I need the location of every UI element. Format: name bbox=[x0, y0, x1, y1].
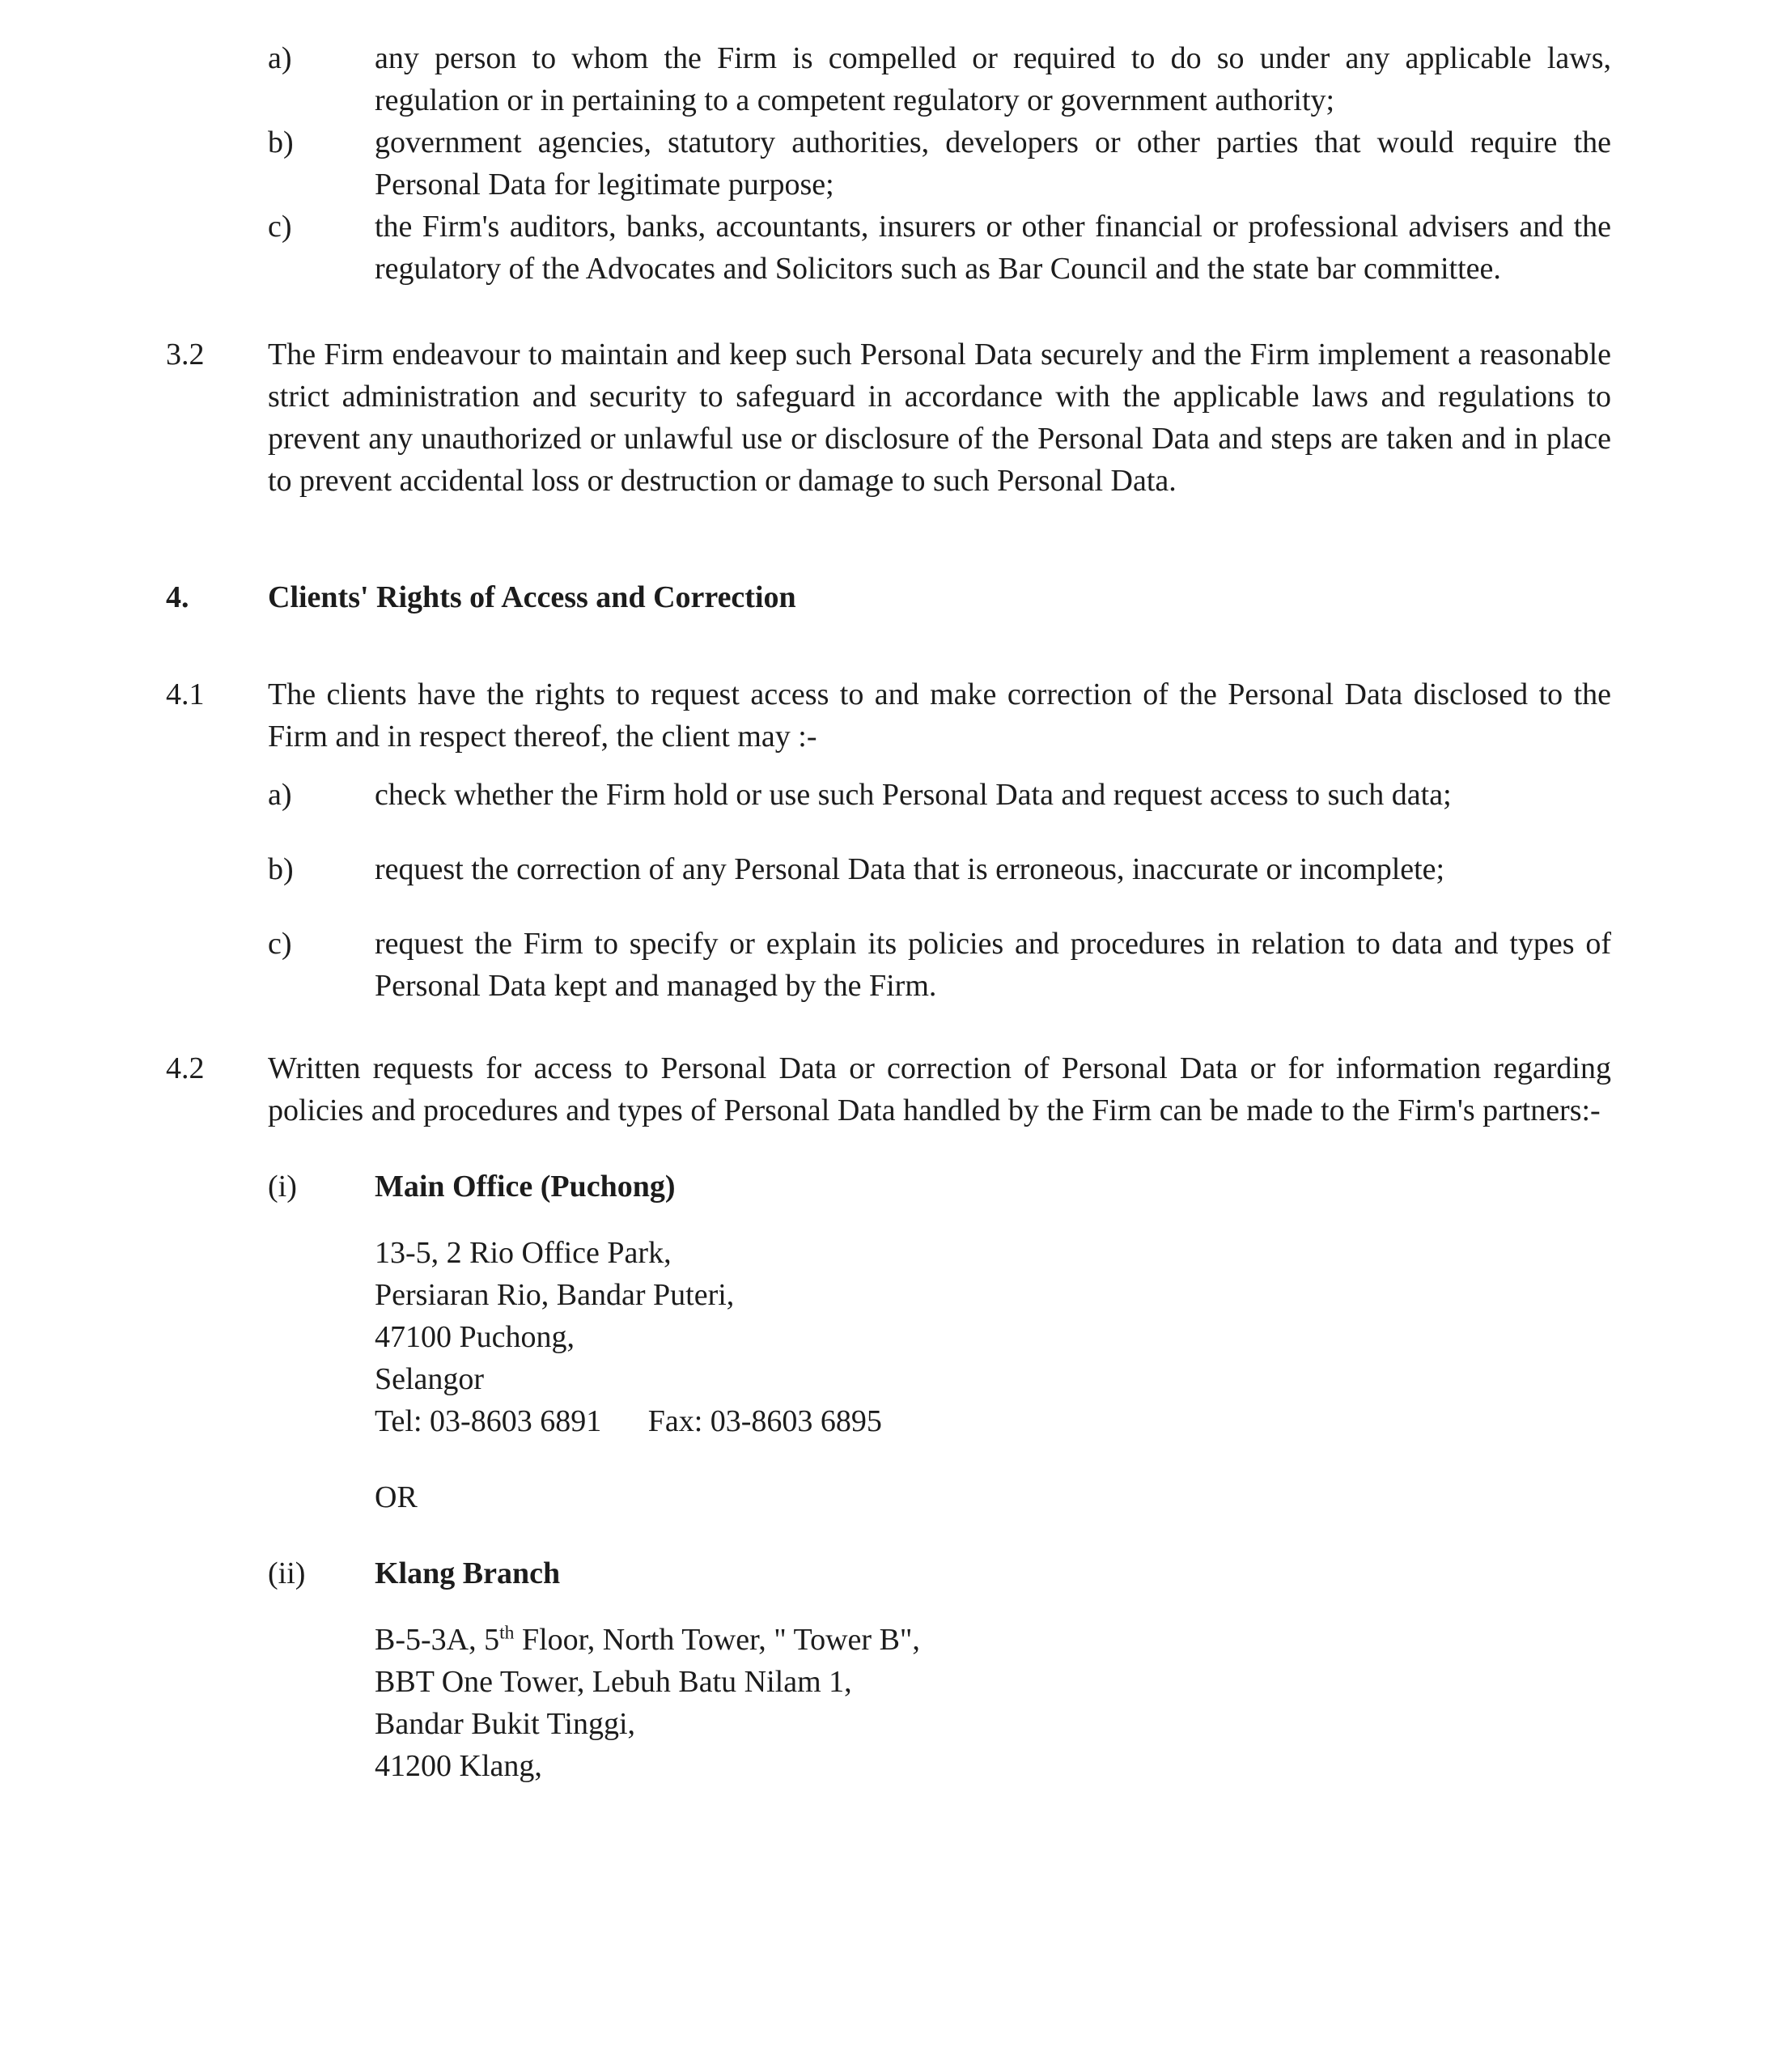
ordinal-superscript: th bbox=[499, 1622, 515, 1644]
address-line: BBT One Tower, Lebuh Batu Nilam 1, bbox=[375, 1665, 852, 1699]
office-klang-address bbox=[375, 1619, 1611, 1787]
or-text: OR bbox=[375, 1480, 418, 1514]
address-line-suffix: Floor, North Tower, " Tower B", bbox=[514, 1623, 920, 1657]
clause-text: Written requests for access to Personal Data or correction of Personal Data or for information regarding policies and procedures and types of Personal Data handled by the Firm can be made to the Firm's partners:- bbox=[268, 1051, 1611, 1127]
list-item-b bbox=[268, 121, 1611, 206]
clause-number: 4.2 bbox=[166, 1051, 205, 1085]
list-item-text: check whether the Firm hold or use such Personal Data and request access to such data; bbox=[375, 778, 1452, 812]
address-line-with-superscript bbox=[375, 1619, 1611, 1661]
list-item-label: a) bbox=[268, 778, 292, 812]
fax-number: Fax: 03-8603 6895 bbox=[647, 1404, 882, 1438]
office-roman-label: (ii) bbox=[268, 1556, 306, 1590]
clause-3-2 bbox=[166, 333, 1611, 502]
sub-item-b bbox=[268, 848, 1611, 890]
address-line-prefix: B-5-3A, 5 bbox=[375, 1623, 500, 1657]
list-item-text: request the correction of any Personal Data that is erroneous, inaccurate or incomplete; bbox=[375, 852, 1445, 886]
list-item-text: the Firm's auditors, banks, accountants, insurers or other financial or professional advisers and the regulatory of the Advocates and Solicitors such as Bar Council and the state bar committee. bbox=[375, 210, 1611, 286]
clause-4-1 bbox=[166, 673, 1611, 758]
section-title: Clients' Rights of Access and Correction bbox=[268, 580, 796, 614]
list-item-text: any person to whom the Firm is compelled or required to do so under any applicable laws, regulation or in pertaining to a competent regulatory or government authority; bbox=[375, 41, 1611, 117]
office-main-heading: Main Office (Puchong) bbox=[375, 1170, 676, 1204]
address-line: Bandar Bukit Tinggi, bbox=[375, 1707, 635, 1741]
or-separator bbox=[375, 1476, 1611, 1518]
address-line: Selangor bbox=[375, 1362, 485, 1396]
office-main-address bbox=[375, 1232, 1611, 1442]
clause-number: 4.1 bbox=[166, 677, 205, 711]
clause-4-2 bbox=[166, 1047, 1611, 1132]
office-roman-label: (i) bbox=[268, 1170, 297, 1204]
list-item-label: a) bbox=[268, 41, 292, 75]
list-item-text: government agencies, statutory authorities, developers or other parties that would require the Personal Data for legitimate purpose; bbox=[375, 125, 1611, 202]
list-item-c bbox=[268, 206, 1611, 290]
address-line: 41200 Klang, bbox=[375, 1749, 542, 1783]
office-main-heading-row bbox=[268, 1166, 1611, 1208]
list-item-label: b) bbox=[268, 852, 294, 886]
tel-number: Tel: 03-8603 6891 bbox=[375, 1404, 602, 1438]
office-klang-heading-row bbox=[268, 1552, 1611, 1594]
list-item-label: b) bbox=[268, 125, 294, 159]
clause-text: The Firm endeavour to maintain and keep such Personal Data securely and the Firm implement a reasonable strict administration and security to safeguard in accordance with the applicable laws and regulations to prevent any unauthorized or unlawful use or disclosure of the Personal Data and steps are taken and in place to prevent accidental loss or destruction or damage to such Personal Data. bbox=[268, 338, 1611, 498]
office-klang-heading: Klang Branch bbox=[375, 1556, 561, 1590]
list-item-text: request the Firm to specify or explain its policies and procedures in relation to data and types of Personal Data kept and managed by the Firm. bbox=[375, 927, 1611, 1003]
section-4-heading bbox=[166, 576, 1611, 618]
clause-number: 3.2 bbox=[166, 338, 205, 372]
list-item-label: c) bbox=[268, 927, 292, 961]
address-line: Persiaran Rio, Bandar Puteri, bbox=[375, 1278, 735, 1312]
sub-item-c bbox=[268, 923, 1611, 1007]
tel-fax-line bbox=[375, 1400, 1611, 1442]
address-line: 13-5, 2 Rio Office Park, bbox=[375, 1236, 672, 1270]
sub-item-a bbox=[268, 774, 1611, 816]
section-number: 4. bbox=[166, 580, 189, 614]
list-item-label: c) bbox=[268, 210, 292, 244]
disclosure-list bbox=[166, 37, 1611, 290]
list-item-a bbox=[268, 37, 1611, 121]
address-line: 47100 Puchong, bbox=[375, 1320, 575, 1354]
clause-text: The clients have the rights to request access to and make correction of the Personal Data disclosed to the Firm and in respect thereof, the client may :- bbox=[268, 677, 1611, 754]
